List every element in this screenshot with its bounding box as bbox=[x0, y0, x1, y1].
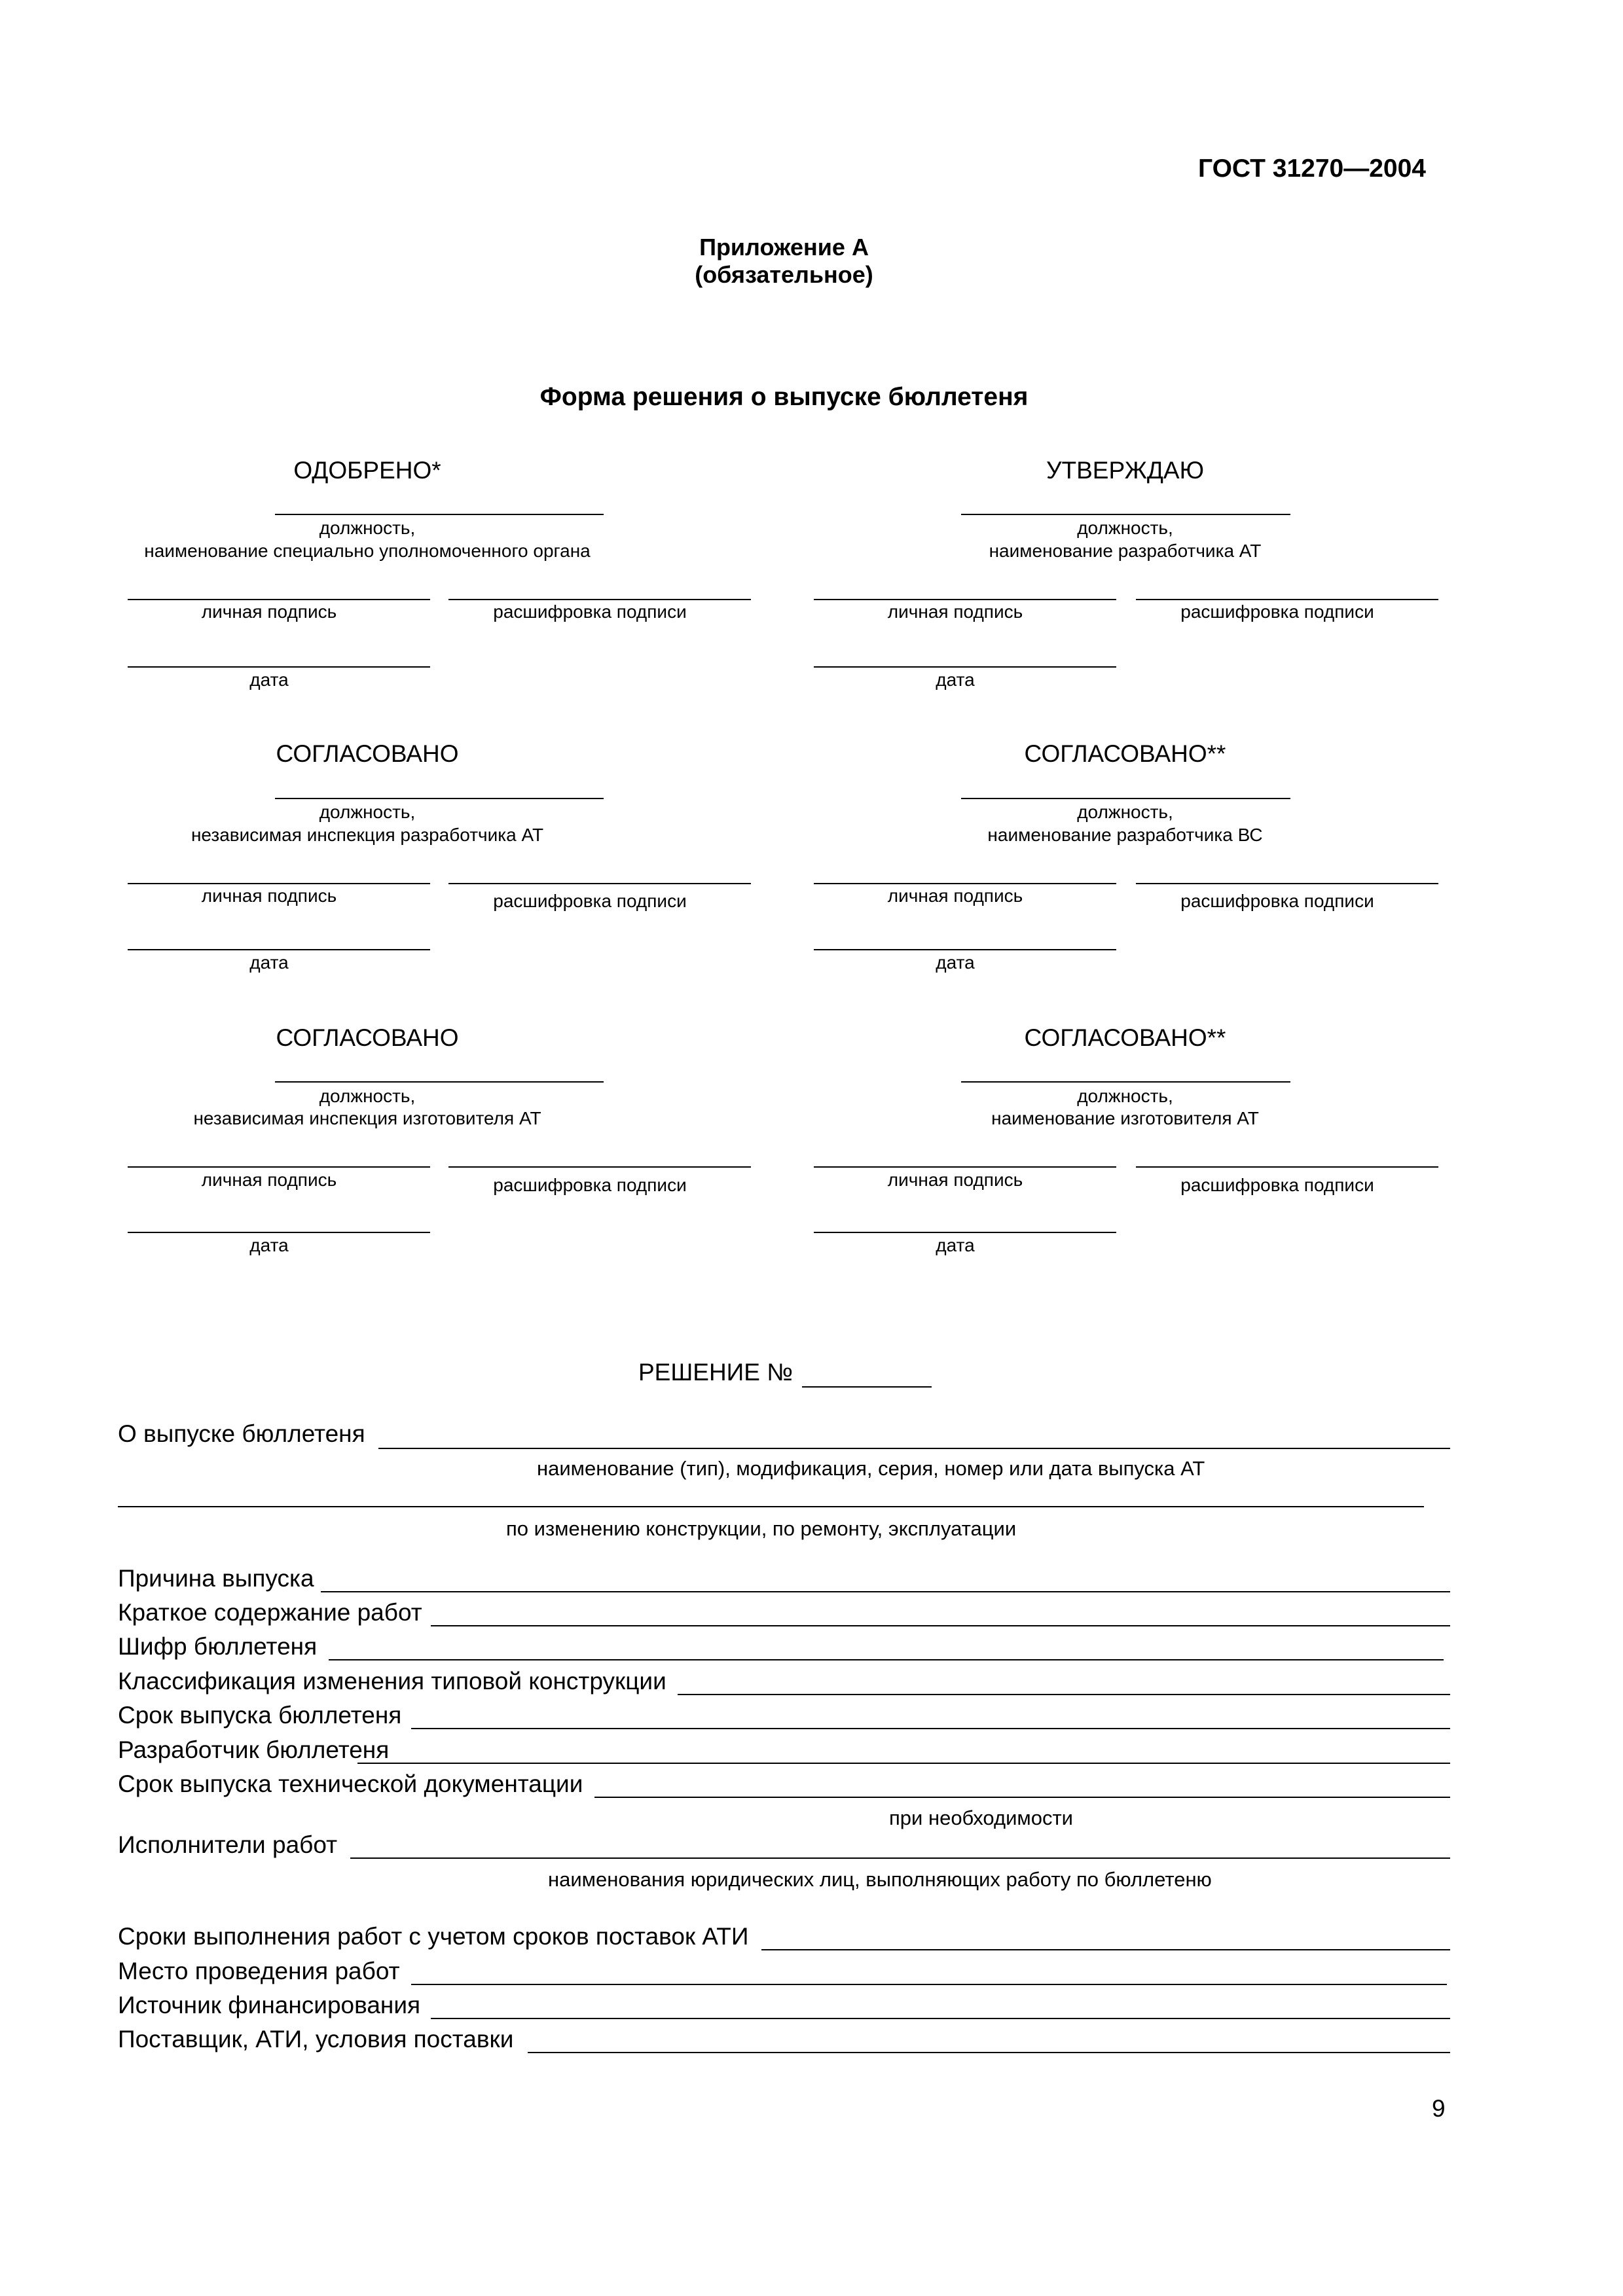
field-label: Источник финансирования bbox=[118, 1992, 421, 2018]
field-input-line[interactable] bbox=[431, 1625, 1450, 1626]
page-number: 9 bbox=[1432, 2095, 1446, 2122]
signature-caption: личная подпись bbox=[201, 886, 337, 906]
signature-decoding-field[interactable] bbox=[1136, 599, 1438, 600]
signature-decoding-caption: расшифровка подписи bbox=[493, 891, 687, 911]
appendix-type: (обязательное) bbox=[695, 261, 873, 288]
position-caption: должность, bbox=[319, 802, 416, 822]
date-caption: дата bbox=[936, 952, 975, 973]
field-input-line[interactable] bbox=[411, 1728, 1450, 1729]
position-field[interactable] bbox=[275, 798, 604, 799]
date-field[interactable] bbox=[814, 666, 1116, 668]
organization-caption: наименование разработчика ВС bbox=[987, 825, 1263, 845]
field-label: Классификация изменения типовой конструкции bbox=[118, 1668, 666, 1695]
field-label: Срок выпуска бюллетеня bbox=[118, 1702, 402, 1729]
field-input-line[interactable] bbox=[431, 2018, 1450, 2019]
date-field[interactable] bbox=[128, 949, 430, 950]
block-heading: СОГЛАСОВАНО** bbox=[1024, 1024, 1226, 1051]
date-caption: дата bbox=[936, 1235, 975, 1255]
signature-decoding-caption: расшифровка подписи bbox=[493, 1175, 687, 1195]
issue-field-continued[interactable] bbox=[118, 1506, 1424, 1507]
block-heading: УТВЕРЖДАЮ bbox=[1046, 457, 1204, 484]
organization-caption: независимая инспекция разработчика АТ bbox=[191, 825, 544, 845]
position-caption: должность, bbox=[1077, 518, 1173, 538]
field-input-line[interactable] bbox=[594, 1797, 1450, 1798]
field-label: Место проведения работ bbox=[118, 1958, 400, 1984]
signature-decoding-field[interactable] bbox=[1136, 1166, 1438, 1168]
position-field[interactable] bbox=[275, 514, 604, 515]
position-caption: должность, bbox=[1077, 802, 1173, 822]
date-field[interactable] bbox=[814, 949, 1116, 950]
signature-caption: личная подпись bbox=[887, 601, 1023, 622]
issue-label: О выпуске бюллетеня bbox=[118, 1420, 365, 1447]
decision-number-field[interactable] bbox=[802, 1386, 932, 1388]
decision-title: РЕШЕНИЕ № bbox=[638, 1359, 793, 1386]
field-label: Причина выпуска bbox=[118, 1565, 314, 1592]
doc-hint: при необходимости bbox=[889, 1806, 1073, 1829]
position-field[interactable] bbox=[275, 1081, 604, 1083]
block-heading: ОДОБРЕНО* bbox=[293, 457, 441, 484]
signature-decoding-caption: расшифровка подписи bbox=[1180, 601, 1374, 622]
performers-hint: наименования юридических лиц, выполняющих работу по бюллетеню bbox=[548, 1868, 1212, 1891]
field-label: Срок выпуска технической документации bbox=[118, 1770, 583, 1797]
position-field[interactable] bbox=[961, 514, 1290, 515]
change-hint: по изменению конструкции, по ремонту, эксплуатации bbox=[506, 1517, 1017, 1540]
organization-caption: наименование изготовителя АТ bbox=[991, 1108, 1259, 1128]
signature-field[interactable] bbox=[814, 599, 1116, 600]
field-label: Разработчик бюллетеня bbox=[118, 1736, 390, 1763]
form-title: Форма решения о выпуске бюллетеня bbox=[539, 383, 1029, 411]
signature-caption: личная подпись bbox=[887, 1170, 1023, 1190]
field-input-line[interactable] bbox=[329, 1659, 1444, 1660]
date-caption: дата bbox=[249, 1235, 289, 1255]
issue-hint: наименование (тип), модификация, серия, номер или дата выпуска АТ bbox=[537, 1457, 1205, 1480]
signature-field[interactable] bbox=[814, 883, 1116, 884]
signature-decoding-field[interactable] bbox=[448, 1166, 751, 1168]
date-field[interactable] bbox=[128, 666, 430, 668]
signature-decoding-caption: расшифровка подписи bbox=[1180, 891, 1374, 911]
organization-caption: наименование разработчика АТ bbox=[989, 541, 1262, 561]
standard-number: ГОСТ 31270—2004 bbox=[1198, 154, 1426, 183]
signature-caption: личная подпись bbox=[201, 601, 337, 622]
signature-decoding-field[interactable] bbox=[1136, 883, 1438, 884]
block-heading: СОГЛАСОВАНО bbox=[276, 1024, 459, 1051]
organization-caption: независимая инспекция изготовителя АТ bbox=[193, 1108, 541, 1128]
signature-field[interactable] bbox=[128, 599, 430, 600]
organization-caption: наименование специально уполномоченного органа bbox=[144, 541, 591, 561]
field-input-line[interactable] bbox=[761, 1949, 1450, 1950]
block-heading: СОГЛАСОВАНО** bbox=[1024, 740, 1226, 767]
signature-field[interactable] bbox=[128, 883, 430, 884]
date-caption: дата bbox=[936, 670, 975, 690]
position-field[interactable] bbox=[961, 1081, 1290, 1083]
field-input-line[interactable] bbox=[528, 2052, 1450, 2053]
signature-decoding-caption: расшифровка подписи bbox=[493, 601, 687, 622]
position-caption: должность, bbox=[1077, 1086, 1173, 1106]
field-input-line[interactable] bbox=[321, 1591, 1450, 1592]
issue-field[interactable] bbox=[378, 1448, 1450, 1449]
signature-decoding-field[interactable] bbox=[448, 599, 751, 600]
field-input-line[interactable] bbox=[678, 1694, 1450, 1695]
date-field[interactable] bbox=[814, 1232, 1116, 1233]
field-label: Краткое содержание работ bbox=[118, 1599, 422, 1626]
block-heading: СОГЛАСОВАНО bbox=[276, 740, 459, 767]
signature-field[interactable] bbox=[128, 1166, 430, 1168]
date-caption: дата bbox=[249, 670, 289, 690]
field-label: Сроки выполнения работ с учетом сроков поставок АТИ bbox=[118, 1923, 749, 1950]
signature-caption: личная подпись bbox=[887, 886, 1023, 906]
field-input-line[interactable] bbox=[357, 1763, 1450, 1764]
performers-field[interactable] bbox=[350, 1857, 1450, 1859]
signature-decoding-caption: расшифровка подписи bbox=[1180, 1175, 1374, 1195]
field-label: Шифр бюллетеня bbox=[118, 1633, 318, 1660]
appendix-title: Приложение А bbox=[699, 234, 869, 260]
date-field[interactable] bbox=[128, 1232, 430, 1233]
date-caption: дата bbox=[249, 952, 289, 973]
signature-caption: личная подпись bbox=[201, 1170, 337, 1190]
position-caption: должность, bbox=[319, 1086, 416, 1106]
position-caption: должность, bbox=[319, 518, 416, 538]
performers-label: Исполнители работ bbox=[118, 1831, 338, 1858]
field-input-line[interactable] bbox=[411, 1984, 1447, 1985]
signature-field[interactable] bbox=[814, 1166, 1116, 1168]
field-label: Поставщик, АТИ, условия поставки bbox=[118, 2026, 514, 2053]
signature-decoding-field[interactable] bbox=[448, 883, 751, 884]
position-field[interactable] bbox=[961, 798, 1290, 799]
